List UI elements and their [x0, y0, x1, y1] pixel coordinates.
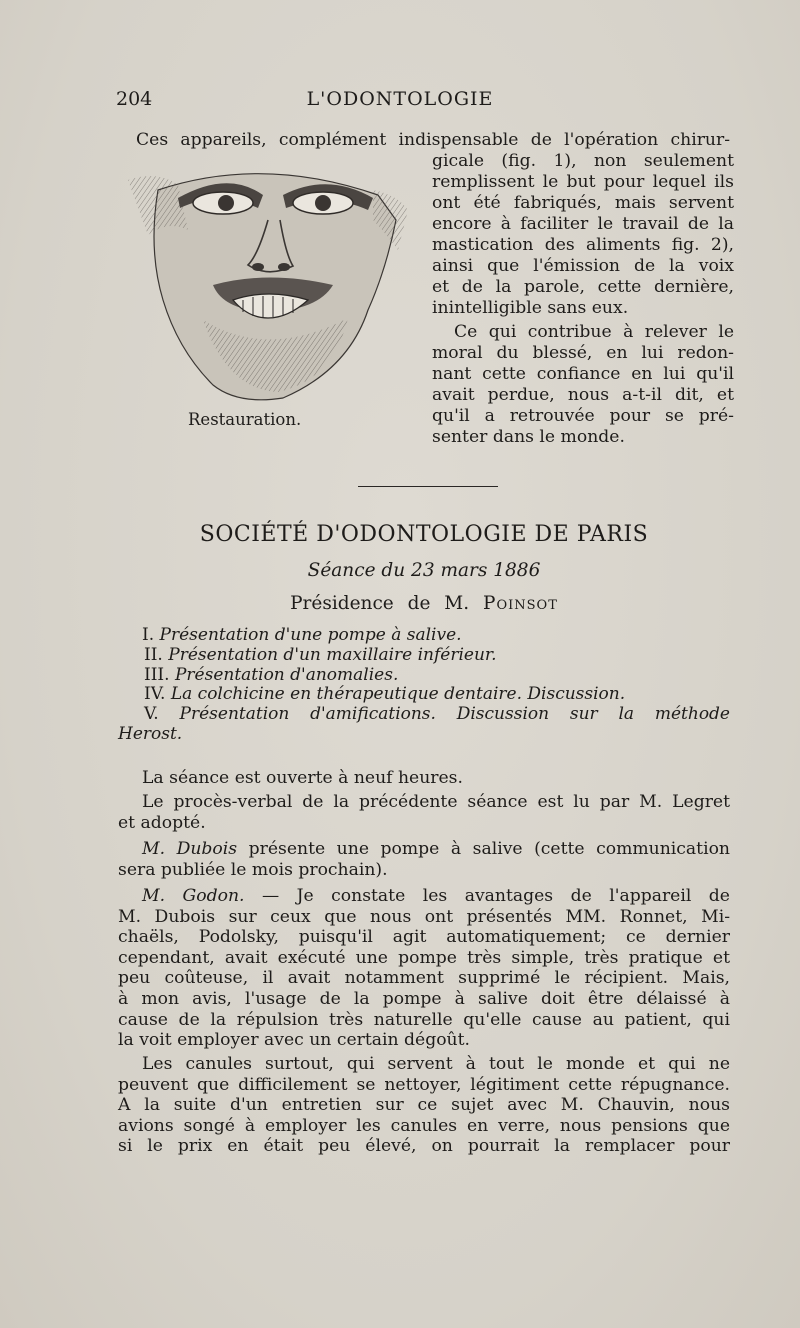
column-line: moral du blessé, en lui redon- — [432, 343, 734, 363]
agenda-item — [118, 685, 730, 705]
text-span: présente une pompe à salive (cette communication — [237, 839, 731, 859]
column-line: avait perdue, nous a-t-il dit, et — [432, 385, 734, 405]
agenda-num: III. — [144, 664, 170, 685]
text-line: à mon avis, l'usage de la pompe à salive doit être délaissé à — [118, 988, 730, 1009]
page-number: 204 — [116, 88, 153, 110]
column-line: mastication des aliments fig. 2), — [432, 235, 734, 255]
column-line: nant cette confiance en lui qu'il — [432, 364, 734, 384]
text-line: La séance est ouverte à neuf heures. — [142, 768, 463, 788]
text-line — [118, 839, 730, 860]
column-line: senter dans le monde. — [432, 427, 625, 447]
agenda-list — [118, 626, 730, 745]
session-date: Séance du 23 mars 1886 — [307, 560, 541, 581]
text-line: la voit employer avec un certain dégoût. — [118, 1030, 470, 1051]
paragraph — [118, 792, 730, 833]
agenda-num: II. — [144, 644, 163, 665]
text-line: A la suite d'un entretien sur ce sujet avec M. Chauvin, nous — [118, 1095, 730, 1116]
text-line: cause de la répulsion très naturelle qu'elle cause au patient, qui — [118, 1009, 730, 1030]
paragraph — [118, 1054, 730, 1157]
agenda-num: V. — [144, 704, 159, 725]
text-line: si le prix en était peu élevé, on pourrait la remplacer pour — [118, 1136, 730, 1157]
column-line: gicale (fig. 1), non seulement — [432, 151, 734, 171]
portrait-illustration — [118, 160, 408, 415]
agenda-text: Présentation d'une pompe à salive. — [159, 625, 462, 645]
text-line: peuvent que difficilement se nettoyer, légitiment cette répugnance. — [118, 1074, 730, 1095]
running-title: L'ODONTOLOGIE — [306, 88, 494, 110]
column-line: qu'il a retrouvée pour se pré- — [432, 406, 734, 426]
column-line: ainsi que l'émission de la voix — [432, 256, 734, 276]
column-line: Ce qui contribue à relever le — [454, 322, 734, 342]
presidence-prefix: Présidence de M. — [290, 593, 470, 614]
column-line: inintelligible sans eux. — [432, 298, 629, 318]
section-title: SOCIÉTÉ D'ODONTOLOGIE DE PARIS — [199, 522, 649, 547]
agenda-item — [118, 705, 730, 725]
intro-line: Ces appareils, complément indispensable de l'opération chirur- — [136, 130, 730, 150]
speaker-name: M. Dubois — [142, 839, 238, 859]
agenda-text: Présentation d'un maxillaire inférieur. — [168, 644, 497, 665]
text-line — [118, 886, 730, 907]
paragraph — [118, 839, 730, 880]
agenda-item — [118, 626, 730, 646]
agenda-item — [118, 646, 730, 666]
agenda-item — [118, 666, 730, 686]
text-line: et adopté. — [118, 812, 206, 833]
agenda-continuation: Herost. — [118, 723, 183, 744]
agenda-num: I. — [142, 625, 155, 645]
text-line: M. Dubois sur ceux que nous ont présentés MM. Ronnet, Mi- — [118, 906, 730, 927]
paragraph — [118, 886, 730, 1051]
agenda-text: Présentation d'anomalies. — [174, 664, 399, 685]
column-line: ont été fabriqués, mais servent — [432, 193, 734, 213]
figure-caption: Restauration. — [188, 410, 302, 429]
text-span: — Je constate les avantages de l'appareil de — [244, 886, 730, 906]
paragraph — [118, 768, 730, 789]
text-line: avions songé à employer les canules en verre, nous pensions que — [118, 1115, 730, 1136]
text-line: cependant, avait exécuté une pompe très simple, très pratique et — [118, 947, 730, 968]
text-line: Le procès-verbal de la précédente séance est lu par M. Legret — [142, 792, 730, 812]
agenda-text: La colchicine en thérapeutique dentaire. Discussion. — [170, 684, 626, 705]
agenda-text: Présentation d'amifications. Discussion sur la méthode — [179, 704, 730, 725]
section-divider — [358, 486, 498, 487]
column-line: remplissent le but pour lequel ils — [432, 172, 734, 192]
text-line: chaëls, Podolsky, puisqu'il agit automatiquement; ce dernier — [118, 927, 730, 948]
column-line: encore à faciliter le travail de la — [432, 214, 734, 234]
column-line: et de la parole, cette dernière, — [432, 277, 734, 297]
speaker-name: M. Godon. — [142, 886, 245, 906]
president-name: Poinsot — [483, 593, 558, 614]
agenda-num: IV. — [144, 684, 166, 705]
text-line: Les canules surtout, qui servent à tout le monde et qui ne — [142, 1054, 730, 1074]
text-line: peu coûteuse, il avait notamment supprimé le récipient. Mais, — [118, 968, 730, 989]
text-line: sera publiée le mois prochain). — [118, 859, 388, 880]
presidence-line — [0, 593, 800, 614]
